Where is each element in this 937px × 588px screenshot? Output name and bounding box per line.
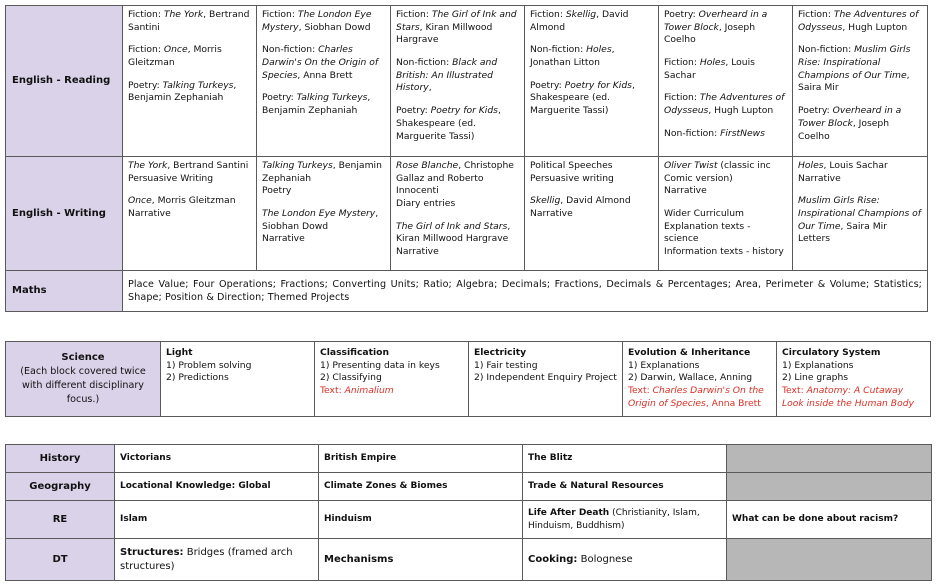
text-entry: Wider Curriculum Explanation texts - science Information texts - history (664, 208, 784, 258)
science-block (469, 342, 623, 417)
reading-row (6, 6, 928, 157)
book-entry: Poetry: Talking Turkeys, Benjamin Zephaniah (262, 92, 371, 117)
block-item: 1) Fair testing (474, 359, 538, 371)
block-item: 2) Darwin, Wallace, Anning (628, 372, 753, 384)
topic-cell: The Blitz (523, 445, 727, 473)
empty-cell (727, 445, 932, 473)
book-entry: Fiction: The York, Bertrand Santini (128, 9, 250, 33)
geography-row (6, 473, 932, 501)
block-title: Circulatory System (782, 347, 881, 358)
geography-label: Geography (6, 473, 115, 501)
text-entry: Once, Morris Gleitzman Narrative (128, 195, 236, 220)
writing-cell (257, 157, 391, 271)
topic-cell: Islam (115, 501, 319, 539)
topic-cell: British Empire (319, 445, 523, 473)
block-item: 1) Presenting data in keys (320, 359, 440, 371)
block-item: 1) Explanations (782, 359, 854, 371)
topic-cell: Locational Knowledge: Global (115, 473, 319, 501)
text-entry: Talking Turkeys, Benjamin Zephaniah Poetry (262, 160, 382, 197)
block-title: Light (166, 347, 193, 358)
writing-cell (123, 157, 257, 271)
book-entry: Fiction: Skellig, David Almond (530, 9, 629, 33)
topic-cell: What can be done about racism? (727, 501, 932, 539)
text-entry: Muslim Girls Rise: Inspirational Champions of Our Time, Saira Mir Letters (798, 195, 922, 245)
block-title: Electricity (474, 347, 527, 358)
reading-cell (525, 6, 659, 157)
block-item: 2) Independent Enquiry Project (474, 372, 617, 384)
book-entry: Non-fiction: Charles Darwin's On the Origin of Species, Anna Brett (262, 44, 379, 81)
block-text: Text: Anatomy: A Cutaway Look inside the Human Body (782, 385, 914, 409)
writing-cell (525, 157, 659, 271)
maths-topics: Place Value; Four Operations; Fractions; Converting Units; Ratio; Algebra; Decimals; Fractions, Decimals & Percentages; Area, Perimeter & Volume; Statistics; Shape; Position & Direction; Themed Projects (123, 271, 928, 312)
topic-cell: Cooking: Bolognese (523, 539, 727, 581)
writing-cell (793, 157, 928, 271)
book-entry: Poetry: Talking Turkeys, Benjamin Zephaniah (128, 79, 237, 104)
book-entry: Non-fiction: FirstNews (664, 127, 765, 139)
block-item: 2) Classifying (320, 372, 382, 384)
history-row (6, 445, 932, 473)
science-label: Science (61, 352, 105, 364)
writing-cell (659, 157, 793, 271)
book-entry: Poetry: Poetry for Kids, Shakespeare (ed. Marguerite Tassi) (396, 105, 501, 142)
text-entry: Rose Blanche, Christophe Gallaz and Roberto Innocenti Diary entries (396, 160, 514, 210)
block-title: Evolution & Inheritance (628, 347, 751, 358)
topic-cell: Mechanisms (319, 539, 523, 581)
maths-label: Maths (6, 271, 123, 312)
dt-label: DT (6, 539, 115, 581)
book-entry: Fiction: The Adventures of Odysseus, Hugh Lupton (664, 92, 785, 117)
science-row (6, 342, 931, 417)
book-entry: Poetry: Overheard in a Tower Block, Joseph Coelho (664, 9, 768, 46)
science-block (315, 342, 469, 417)
block-text: Text: Animalium (320, 385, 394, 397)
book-entry: Fiction: The London Eye Mystery, Siobhan Dowd (262, 9, 372, 33)
text-entry: The London Eye Mystery, Siobhan Dowd Narrative (262, 208, 379, 245)
science-note: (Each block covered twice with different disciplinary focus.) (20, 366, 146, 405)
text-entry: Holes, Louis Sachar Narrative (798, 160, 888, 184)
block-item: 1) Explanations (628, 359, 700, 371)
block-item: 1) Problem solving (166, 359, 252, 371)
science-block (777, 342, 931, 417)
text-entry: Political Speeches Persuasive writing (530, 160, 614, 184)
text-entry: The Girl of Ink and Stars, Kiran Millwood Hargrave Narrative (396, 220, 511, 258)
topic-cell: Trade & Natural Resources (523, 473, 727, 501)
book-entry: Poetry: Poetry for Kids, Shakespeare (ed. Marguerite Tassi) (530, 79, 635, 117)
science-table (5, 341, 931, 417)
re-row (6, 501, 932, 539)
english-maths-table (5, 5, 928, 312)
text-entry: Skellig, David Almond Narrative (530, 195, 631, 220)
book-entry: Non-fiction: Muslim Girls Rise: Inspirational Champions of Our Time, Saira Mir (798, 44, 911, 94)
reading-cell (257, 6, 391, 157)
book-entry: Fiction: Once, Morris Gleitzman (128, 44, 222, 69)
topic-cell: Climate Zones & Biomes (319, 473, 523, 501)
text-entry: Oliver Twist (classic inc Comic version) Narrative (664, 160, 771, 197)
science-block (623, 342, 777, 417)
re-label: RE (6, 501, 115, 539)
topic-cell: Victorians (115, 445, 319, 473)
humanities-table (5, 444, 932, 581)
topic-cell: Hinduism (319, 501, 523, 539)
empty-cell (727, 473, 932, 501)
text-entry: The York, Bertrand Santini Persuasive Writing (128, 160, 249, 184)
empty-cell (727, 539, 932, 581)
book-entry: Fiction: The Girl of Ink and Stars, Kiran Millwood Hargrave (396, 9, 517, 46)
book-entry: Fiction: Holes, Louis Sachar (664, 57, 755, 81)
book-entry: Non-fiction: Holes, Jonathan Litton (530, 44, 615, 69)
book-entry: Non-fiction: Black and British: An Illustrated History, (396, 57, 498, 94)
dt-row (6, 539, 932, 581)
writing-row (6, 157, 928, 271)
reading-cell (793, 6, 928, 157)
block-item: 2) Predictions (166, 372, 229, 384)
history-label: History (6, 445, 115, 473)
reading-cell (659, 6, 793, 157)
topic-cell: Structures: Bridges (framed arch structures) (115, 539, 319, 581)
writing-label: English - Writing (6, 157, 123, 271)
block-title: Classification (320, 347, 390, 358)
writing-cell (391, 157, 525, 271)
topic-cell: Life After Death (Christianity, Islam, Hinduism, Buddhism) (523, 501, 727, 539)
reading-label: English - Reading (6, 6, 123, 157)
science-block (161, 342, 315, 417)
book-entry: Fiction: The Adventures of Odysseus, Hugh Lupton (798, 9, 919, 33)
reading-cell (391, 6, 525, 157)
maths-row (6, 271, 928, 312)
reading-cell (123, 6, 257, 157)
science-label-cell (6, 342, 161, 417)
block-text: Text: Charles Darwin's On the Origin of Species, Anna Brett (628, 385, 764, 409)
book-entry: Poetry: Overheard in a Tower Block, Joseph Coelho (798, 105, 902, 142)
block-item: 2) Line graphs (782, 372, 849, 384)
